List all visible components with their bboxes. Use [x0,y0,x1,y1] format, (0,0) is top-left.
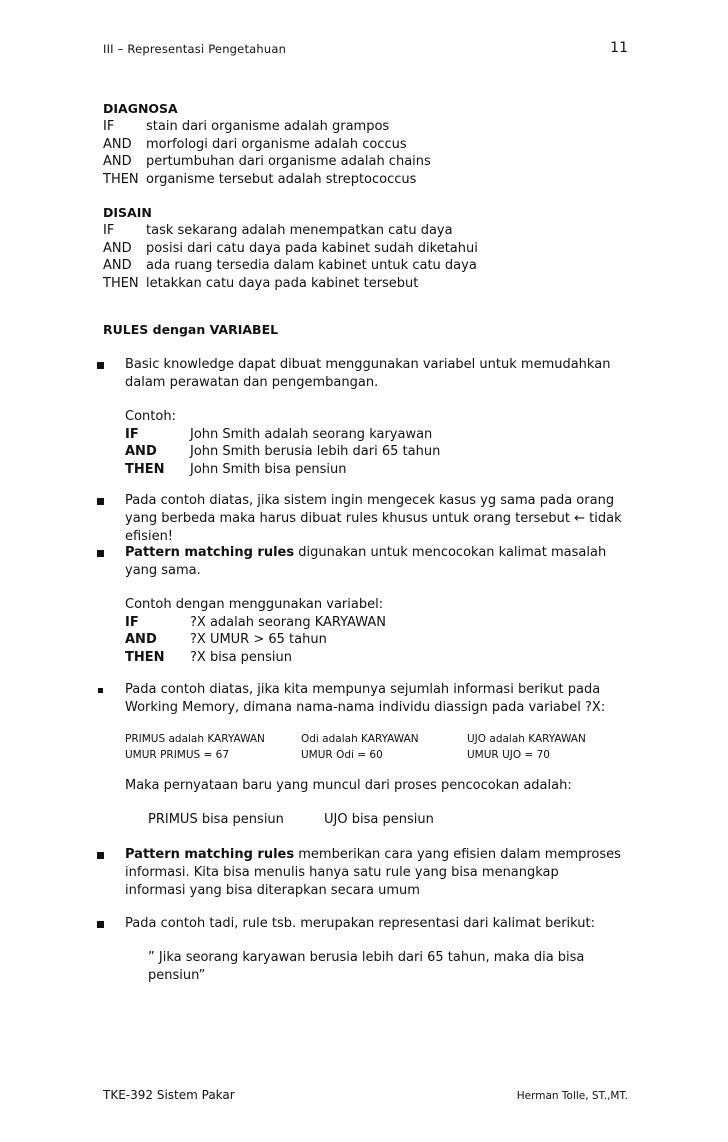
example-text: ?X UMUR > 65 tahun [190,632,327,647]
paragraph-line: informasi. Kita bisa menulis hanya satu rule yang bisa menangkap [125,865,559,880]
rule-keyword: IF [103,223,115,238]
rule-line [103,153,603,171]
page-footer [103,1088,628,1104]
bullet-square-icon [98,688,103,693]
paragraph-text: memberikan cara yang efisien dalam memproses [294,847,621,862]
paragraph-line [125,510,635,528]
rule-keyword: THEN [103,171,139,187]
paragraph-line: Pada contoh diatas, jika sistem ingin mengecek kasus yg sama pada orang [125,493,615,508]
example-text: ?X bisa pensiun [190,649,293,665]
paragraph-text: yang berbeda maka harus dibuat rules khusus untuk orang tersebut [125,511,570,526]
diagnosa-title: DIAGNOSA [103,101,178,116]
example-text: John Smith bisa pensiun [190,461,347,477]
author-name: Herman Tolle, ST.,MT. [516,1090,628,1102]
paragraph-text: tidak [589,511,622,526]
rule-text: ada ruang tersedia dalam kabinet untuk catu daya [146,258,477,273]
bullet-square-icon [97,362,104,369]
chapter-title: III – Representasi Pengetahuan [103,42,287,56]
rule-text: pertumbuhan dari organisme adalah chains [146,154,431,169]
rule-text: morfologi dari organisme adalah coccus [146,136,407,152]
paragraph-line: Pada contoh diatas, jika kita mempunya sejumlah informasi berikut pada [125,682,601,697]
rule-text: posisi dari catu daya pada kabinet sudah diketahui [146,240,478,256]
rule-keyword: AND [103,154,132,169]
bullet-paragraph [125,681,630,717]
rule-keyword: AND [103,258,132,273]
bullet-paragraph [125,356,630,392]
rule-keyword: IF [103,119,115,134]
bullet-square-icon [97,852,104,859]
example-keyword: AND [125,632,157,647]
rule-text: stain dari organisme adalah grampos [146,119,390,134]
quote-line: pensiun” [148,967,206,983]
working-memory-column [125,731,265,763]
quote-block [148,949,584,984]
example-label: Contoh dengan menggunakan variabel: [125,597,384,612]
rule-line [103,118,603,136]
disain-title: DISAIN [103,205,152,220]
example-text: John Smith adalah seorang karyawan [190,426,433,442]
result-ujo: UJO bisa pensiun [324,812,434,827]
paragraph-line: Basic knowledge dapat dibuat menggunakan variabel untuk memudahkan [125,357,611,372]
paragraph-line: dalam perawatan dan pengembangan. [125,375,379,390]
example-keyword: IF [125,426,139,442]
example-keyword: THEN [125,461,165,477]
diagnosa-rule-block [103,100,603,188]
paragraph-line: yang sama. [125,563,201,578]
example-keyword: AND [125,444,157,459]
example-keyword: THEN [125,649,165,665]
rule-line [103,257,603,275]
working-memory-fact: Odi adalah KARYAWAN [301,733,419,745]
paragraph-line [125,846,630,864]
example-row [125,443,441,461]
example-row [125,426,433,444]
example-label: Contoh: [125,409,176,424]
bold-term: Pattern matching rules [125,545,295,560]
result-intro: Maka pernyataan baru yang muncul dari proses pencocokan adalah: [125,778,572,793]
bullet-paragraph [125,544,630,580]
course-name: TKE-392 Sistem Pakar [103,1088,235,1102]
rule-line [103,275,603,293]
example-text: ?X adalah seorang KARYAWAN [190,614,386,630]
rule-keyword: THEN [103,275,139,291]
disain-rule-block [103,204,603,292]
working-memory-column [301,731,419,763]
rule-line [103,171,603,189]
paragraph-line: informasi yang bisa diterapkan secara umum [125,883,420,898]
bullet-square-icon [97,550,104,557]
example-keyword: IF [125,614,139,630]
left-arrow-icon: ← [574,511,585,526]
paragraph-text: digunakan untuk mencocokan kalimat masalah [294,545,607,560]
working-memory-fact: UMUR UJO = 70 [467,749,550,761]
bullet-paragraph [125,846,630,900]
rule-text: task sekarang adalah menempatkan catu daya [146,223,453,238]
working-memory-fact: PRIMUS adalah KARYAWAN [125,733,265,745]
paragraph-line: Pada contoh tadi, rule tsb. merupakan representasi dari kalimat berikut: [125,916,596,931]
bullet-square-icon [97,498,104,505]
result-primus: PRIMUS bisa pensiun [148,812,284,827]
bullet-paragraph [125,915,630,933]
page-number: 11 [610,40,628,56]
example-row [125,614,386,632]
paragraph-line: Working Memory, dimana nama-nama individu diassign pada variabel ?X: [125,700,606,715]
working-memory-fact: UMUR PRIMUS = 67 [125,749,230,761]
rule-keyword: AND [103,136,132,152]
example-block [125,408,441,478]
section-title: RULES dengan VARIABEL [103,322,279,337]
example-row [125,461,347,479]
bold-term: Pattern matching rules [125,847,295,862]
working-memory-fact: UMUR Odi = 60 [301,749,383,761]
working-memory-fact: UJO adalah KARYAWAN [467,733,586,745]
rule-text: letakkan catu daya pada kabinet tersebut [146,275,419,291]
working-memory-column [467,731,586,763]
rule-keyword: AND [103,240,132,256]
example-row [125,631,383,649]
bullet-paragraph [125,492,635,546]
rule-line [103,222,603,240]
example-text: John Smith berusia lebih dari 65 tahun [190,444,441,459]
paragraph-line [125,544,630,562]
example-block [125,596,386,666]
bullet-square-icon [97,921,104,928]
page-header [103,42,628,58]
example-row [125,649,383,667]
quote-line: ” Jika seorang karyawan berusia lebih dari 65 tahun, maka dia bisa [148,950,585,965]
rule-text: organisme tersebut adalah streptococcus [146,171,417,187]
rule-line [103,240,603,258]
paragraph-line: efisien! [125,529,174,544]
rule-line [103,136,603,154]
